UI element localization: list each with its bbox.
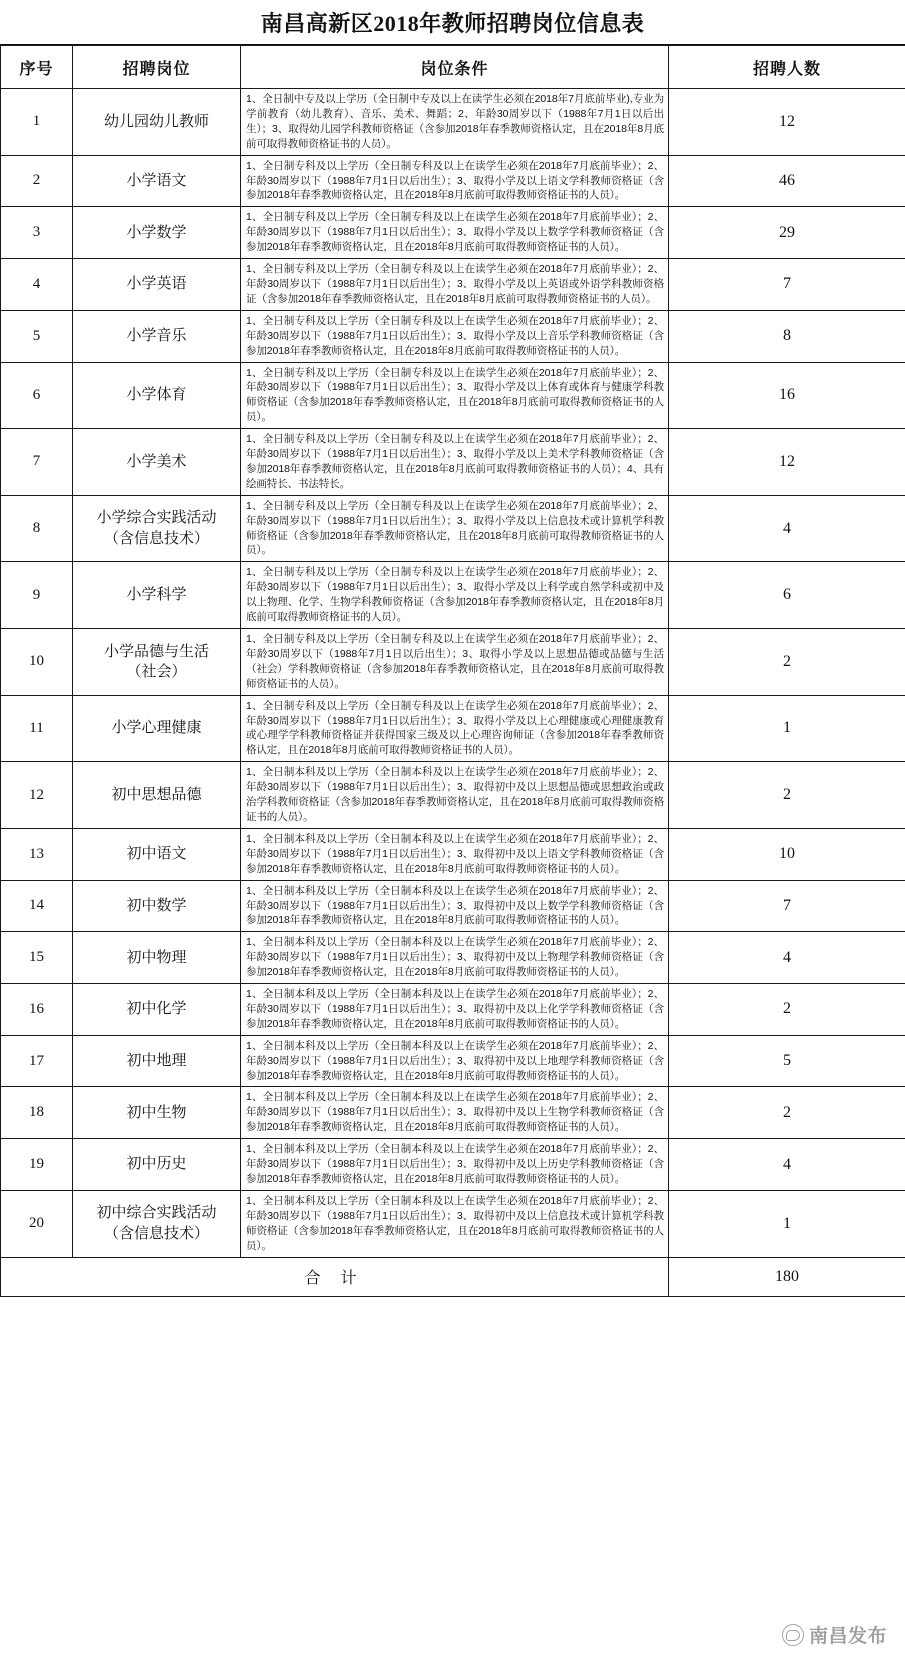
cell-post [73, 932, 241, 984]
cell-count: 4 [669, 495, 905, 562]
post-line-2: （社会） [126, 663, 187, 680]
cell-count: 4 [669, 932, 905, 984]
cell-conditions: 1、全日制专科及以上学历（全日制专科及以上在读学生必须在2018年7月底前毕业）；2、年龄30周岁以下（1988年7月1日以后出生）；3、取得小学及以上英语或外语学科教师资格证（含参加2018年春季教师资格认定，且在2018年8月底前可取得教师资格证书的人员）。 [241, 259, 669, 311]
cell-count: 2 [669, 1087, 905, 1139]
cell-post [73, 429, 241, 496]
watermark-label: 南昌发布 [808, 1626, 887, 1647]
cell-count: 46 [669, 155, 905, 207]
cell-count: 2 [669, 629, 905, 696]
cell-index: 12 [1, 762, 73, 829]
table-row [1, 429, 905, 496]
post-line-2: （含信息技术） [103, 1225, 209, 1242]
column-header-conditions: 岗位条件 [241, 46, 669, 89]
cell-post [73, 828, 241, 880]
post-line-1: 初中物理 [126, 949, 187, 966]
cell-index: 15 [1, 932, 73, 984]
page-title: 南昌高新区2018年教师招聘岗位信息表 [260, 10, 645, 36]
cell-conditions: 1、全日制专科及以上学历（全日制专科及以上在读学生必须在2018年7月底前毕业）；2、年龄30周岁以下（1988年7月1日以后出生）；3、取得小学及以上体育或体育与健康学科教师资格证（含参加2018年春季教师资格认定，且在2018年8月底前可取得教师资格证书的人员）。 [241, 362, 669, 429]
cell-count: 7 [669, 880, 905, 932]
cell-count: 12 [669, 89, 905, 156]
cell-post [73, 310, 241, 362]
cell-conditions: 1、全日制专科及以上学历（全日制专科及以上在读学生必须在2018年7月底前毕业）；2、年龄30周岁以下（1988年7月1日以后出生）；3、取得小学及以上数学学科教师资格证（含参加2018年春季教师资格认定，且在2018年8月底前可取得教师资格证书的人员）。 [241, 207, 669, 259]
post-line-1: 初中数学 [126, 897, 187, 914]
table-row [1, 695, 905, 762]
post-line-1: 小学音乐 [126, 328, 187, 345]
post-line-1: 初中地理 [126, 1052, 187, 1069]
cell-post [73, 1087, 241, 1139]
cell-conditions: 1、全日制专科及以上学历（全日制专科及以上在读学生必须在2018年7月底前毕业）；2、年龄30周岁以下（1988年7月1日以后出生）；3、取得小学及以上思想品德或品德与生活（社会）学科教师资格证（含参加2018年春季教师资格认定，且在2018年8月底前可取得教师资格证书的人员）。 [241, 629, 669, 696]
post-line-1: 初中语文 [126, 846, 187, 863]
cell-post [73, 984, 241, 1036]
cell-post [73, 259, 241, 311]
cell-conditions: 1、全日制专科及以上学历（全日制专科及以上在读学生必须在2018年7月底前毕业）；2、年龄30周岁以下（1988年7月1日以后出生）；3、取得小学及以上信息技术或计算机学科教师资格证（含参加2018年春季教师资格认定，且在2018年8月底前可取得教师资格证书的人员）。 [241, 495, 669, 562]
cell-conditions: 1、全日制本科及以上学历（全日制本科及以上在读学生必须在2018年7月底前毕业）；2、年龄30周岁以下（1988年7月1日以后出生）；3、取得初中及以上语文学科教师资格证（含参加2018年春季教师资格认定，且在2018年8月底前可取得教师资格证书的人员）。 [241, 828, 669, 880]
table-row [1, 495, 905, 562]
cell-count: 16 [669, 362, 905, 429]
cell-conditions: 1、全日制本科及以上学历（全日制本科及以上在读学生必须在2018年7月底前毕业）；2、年龄30周岁以下（1988年7月1日以后出生）；3、取得初中及以上数学学科教师资格证（含参加2018年春季教师资格认定，且在2018年8月底前可取得教师资格证书的人员）。 [241, 880, 669, 932]
table-header [1, 46, 905, 89]
cell-conditions: 1、全日制本科及以上学历（全日制本科及以上在读学生必须在2018年7月底前毕业）；2、年龄30周岁以下（1988年7月1日以后出生）；3、取得初中及以上化学学科教师资格证（含参加2018年春季教师资格认定，且在2018年8月底前可取得教师资格证书的人员）。 [241, 984, 669, 1036]
recruitment-jobs-table [0, 45, 905, 1297]
table-footer [1, 1257, 905, 1296]
table-row [1, 310, 905, 362]
cell-post [73, 762, 241, 829]
table-row [1, 1035, 905, 1087]
table-row [1, 932, 905, 984]
cell-post [73, 207, 241, 259]
cell-index: 9 [1, 562, 73, 629]
table-row [1, 562, 905, 629]
cell-post [73, 629, 241, 696]
cell-index: 4 [1, 259, 73, 311]
post-line-1: 小学英语 [126, 276, 187, 293]
post-line-1: 小学语文 [126, 172, 187, 189]
post-line-1: 初中生物 [126, 1104, 187, 1121]
table-row [1, 1087, 905, 1139]
cell-index: 1 [1, 89, 73, 156]
cell-count: 2 [669, 762, 905, 829]
post-line-1: 小学科学 [126, 587, 187, 604]
cell-post [73, 89, 241, 156]
post-line-1: 幼儿园幼儿教师 [103, 113, 209, 130]
cell-count: 8 [669, 310, 905, 362]
cell-count: 6 [669, 562, 905, 629]
cell-post [73, 880, 241, 932]
post-line-1: 小学数学 [126, 224, 187, 241]
cell-index: 17 [1, 1035, 73, 1087]
watermark [782, 1621, 887, 1648]
post-line-1: 初中化学 [126, 1001, 187, 1018]
cell-conditions: 1、全日制专科及以上学历（全日制专科及以上在读学生必须在2018年7月底前毕业）；2、年龄30周岁以下（1988年7月1日以后出生）；3、取得小学及以上美术学科教师资格证（含参加2018年春季教师资格认定，且在2018年8月底前可取得教师资格证书的人员）；4、具有绘画特长、书法特长。 [241, 429, 669, 496]
document-title-bar [0, 0, 905, 45]
cell-index: 16 [1, 984, 73, 1036]
post-line-1: 初中历史 [126, 1156, 187, 1173]
cell-conditions: 1、全日制本科及以上学历（全日制本科及以上在读学生必须在2018年7月底前毕业）；2、年龄30周岁以下（1988年7月1日以后出生）；3、取得初中及以上生物学科教师资格证（含参加2018年春季教师资格认定，且在2018年8月底前可取得教师资格证书的人员）。 [241, 1087, 669, 1139]
post-line-1: 小学美术 [126, 453, 187, 470]
cell-index: 10 [1, 629, 73, 696]
cell-post [73, 1139, 241, 1191]
cell-post [73, 695, 241, 762]
table-row [1, 155, 905, 207]
post-line-1: 小学体育 [126, 387, 187, 404]
cell-conditions: 1、全日制专科及以上学历（全日制专科及以上在读学生必须在2018年7月底前毕业）；2、年龄30周岁以下（1988年7月1日以后出生）；3、取得小学及以上心理健康或心理健康教育或心理学学科教师资格证并获得国家三级及以上心理咨询师证（含参加2018年春季教师资格认定，且在2018年8月底前可取得教师资格证书的人员）。 [241, 695, 669, 762]
cell-post [73, 155, 241, 207]
total-value: 180 [669, 1257, 905, 1296]
table-row [1, 89, 905, 156]
cell-conditions: 1、全日制本科及以上学历（全日制本科及以上在读学生必须在2018年7月底前毕业）；2、年龄30周岁以下（1988年7月1日以后出生）；3、取得初中及以上历史学科教师资格证（含参加2018年春季教师资格认定，且在2018年8月底前可取得教师资格证书的人员）。 [241, 1139, 669, 1191]
post-line-1: 初中思想品德 [111, 786, 202, 803]
column-header-count: 招聘人数 [669, 46, 905, 89]
cell-index: 11 [1, 695, 73, 762]
table-row [1, 880, 905, 932]
cell-index: 6 [1, 362, 73, 429]
table-row [1, 828, 905, 880]
table-row [1, 362, 905, 429]
cell-index: 5 [1, 310, 73, 362]
total-label: 合 计 [1, 1257, 669, 1296]
cell-index: 3 [1, 207, 73, 259]
cell-conditions: 1、全日制中专及以上学历（全日制中专及以上在读学生必须在2018年7月底前毕业),专业为学前教育（幼儿教育）、音乐、美术、舞蹈；2、年龄30周岁以下（1988年7月1日以后出生）；3、取得幼儿园学科教师资格证（含参加2018年春季教师资格认定，且在2018年8月底前可取得教师资格证书的人员）。 [241, 89, 669, 156]
cell-conditions: 1、全日制专科及以上学历（全日制专科及以上在读学生必须在2018年7月底前毕业）；2、年龄30周岁以下（1988年7月1日以后出生）；3、取得小学及以上语文学科教师资格证（含参加2018年春季教师资格认定，且在2018年8月底前可取得教师资格证书的人员）。 [241, 155, 669, 207]
post-line-1: 小学综合实践活动 [96, 510, 217, 527]
cell-count: 29 [669, 207, 905, 259]
cell-conditions: 1、全日制本科及以上学历（全日制本科及以上在读学生必须在2018年7月底前毕业）；2、年龄30周岁以下（1988年7月1日以后出生）；3、取得初中及以上物理学科教师资格证（含参加2018年春季教师资格认定，且在2018年8月底前可取得教师资格证书的人员）。 [241, 932, 669, 984]
cell-conditions: 1、全日制专科及以上学历（全日制专科及以上在读学生必须在2018年7月底前毕业）；2、年龄30周岁以下（1988年7月1日以后出生）；3、取得小学及以上科学或自然学科或初中及以上物理、化学、生物学科教师资格证（含参加2018年春季教师资格认定，且在2018年8月底前可取得教师资格证书的人员）。 [241, 562, 669, 629]
table-body [1, 89, 905, 1258]
table-row [1, 629, 905, 696]
post-line-1: 初中综合实践活动 [96, 1205, 217, 1222]
cell-index: 18 [1, 1087, 73, 1139]
table-row [1, 259, 905, 311]
cell-count: 12 [669, 429, 905, 496]
cell-count: 2 [669, 984, 905, 1036]
total-row [1, 1257, 905, 1296]
post-line-2: （含信息技术） [103, 530, 209, 547]
cell-post [73, 562, 241, 629]
table-row [1, 762, 905, 829]
table-row [1, 207, 905, 259]
post-line-1: 小学心理健康 [111, 720, 202, 737]
table-row [1, 984, 905, 1036]
table-row [1, 1139, 905, 1191]
cell-index: 7 [1, 429, 73, 496]
cell-count: 10 [669, 828, 905, 880]
cell-post [73, 495, 241, 562]
post-line-1: 小学品德与生活 [103, 643, 209, 660]
cell-count: 1 [669, 1190, 905, 1257]
cell-post [73, 1190, 241, 1257]
cell-conditions: 1、全日制本科及以上学历（全日制本科及以上在读学生必须在2018年7月底前毕业）；2、年龄30周岁以下（1988年7月1日以后出生）；3、取得初中及以上思想品德或思想政治或政治学科教师资格证（含参加2018年春季教师资格认定，且在2018年8月底前可取得教师资格证书的人员）。 [241, 762, 669, 829]
cell-post [73, 1035, 241, 1087]
column-header-index: 序号 [1, 46, 73, 89]
cell-index: 19 [1, 1139, 73, 1191]
table-header-row [1, 46, 905, 89]
cell-conditions: 1、全日制本科及以上学历（全日制本科及以上在读学生必须在2018年7月底前毕业）；2、年龄30周岁以下（1988年7月1日以后出生）；3、取得初中及以上信息技术或计算机学科教师资格证（含参加2018年春季教师资格认定，且在2018年8月底前可取得教师资格证书的人员）。 [241, 1190, 669, 1257]
cell-count: 7 [669, 259, 905, 311]
cell-index: 13 [1, 828, 73, 880]
cell-index: 14 [1, 880, 73, 932]
cell-post [73, 362, 241, 429]
cell-conditions: 1、全日制专科及以上学历（全日制专科及以上在读学生必须在2018年7月底前毕业）；2、年龄30周岁以下（1988年7月1日以后出生）；3、取得小学及以上音乐学科教师资格证（含参加2018年春季教师资格认定，且在2018年8月底前可取得教师资格证书的人员）。 [241, 310, 669, 362]
speech-bubble-icon [782, 1624, 804, 1646]
cell-index: 2 [1, 155, 73, 207]
cell-count: 1 [669, 695, 905, 762]
column-header-post: 招聘岗位 [73, 46, 241, 89]
table-row [1, 1190, 905, 1257]
cell-index: 8 [1, 495, 73, 562]
cell-conditions: 1、全日制本科及以上学历（全日制本科及以上在读学生必须在2018年7月底前毕业）；2、年龄30周岁以下（1988年7月1日以后出生）；3、取得初中及以上地理学科教师资格证（含参加2018年春季教师资格认定，且在2018年8月底前可取得教师资格证书的人员）。 [241, 1035, 669, 1087]
cell-index: 20 [1, 1190, 73, 1257]
cell-count: 5 [669, 1035, 905, 1087]
cell-count: 4 [669, 1139, 905, 1191]
